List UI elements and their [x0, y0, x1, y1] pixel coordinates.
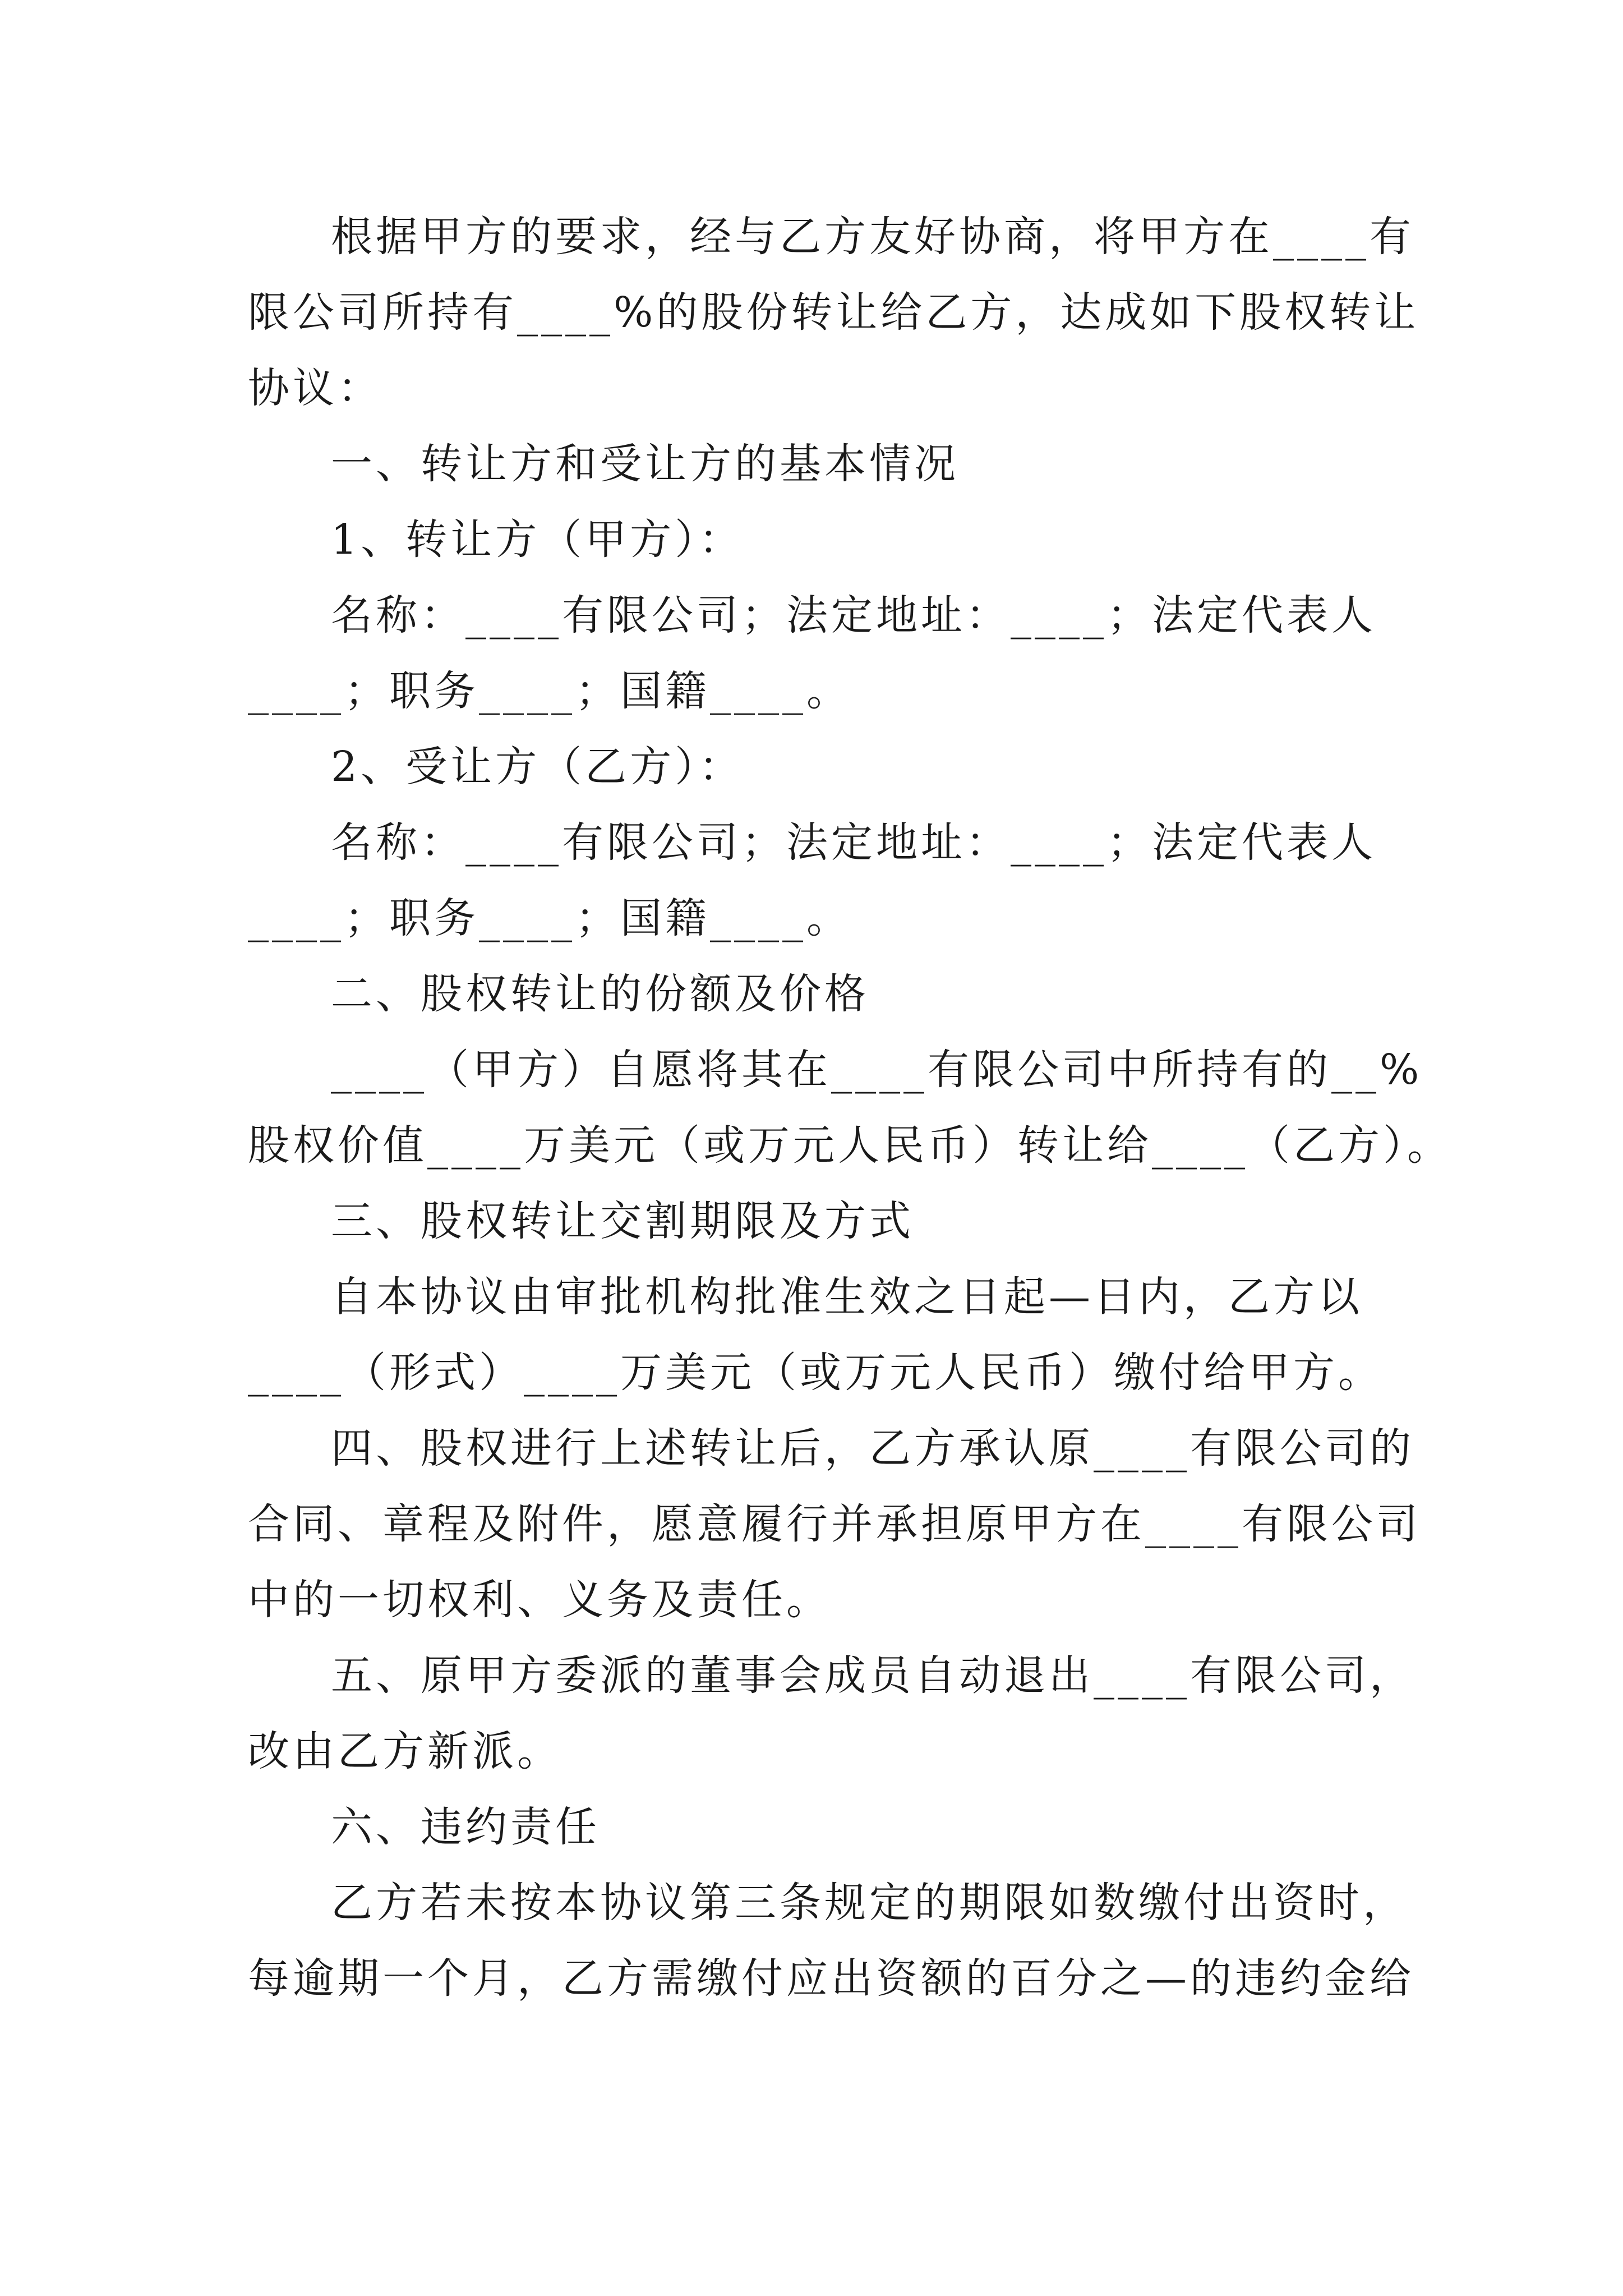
paragraph-intro-line-2: 限公司所持有____%的股份转让给乙方，达成如下股权转让: [248, 288, 1419, 337]
section-heading-2: 二、股权转让的份额及价格: [331, 970, 869, 1018]
paragraph-intro-line-1: 根据甲方的要求，经与乙方友好协商，将甲方在____有: [331, 213, 1414, 261]
section-4-line-2: 合同、章程及附件，愿意履行并承担原甲方在____有限公司: [248, 1500, 1421, 1548]
delivery-line-1: 自本协议由审批机构批准生效之日起—日内，乙方以: [331, 1273, 1363, 1321]
liability-line-1: 乙方若未按本协议第三条规定的期限如数缴付出资时，: [331, 1879, 1408, 1927]
section-heading-1: 一、转让方和受让方的基本情况: [331, 440, 959, 488]
delivery-line-2: ____（形式）____万美元（或万元人民币）缴付给甲方。: [248, 1349, 1383, 1397]
section-5-line-1: 五、原甲方委派的董事会成员自动退出____有限公司，: [331, 1651, 1414, 1700]
liability-line-2: 每逾期一个月，乙方需缴付应出资额的百分之—的违约金给: [248, 1954, 1414, 2003]
share-price-line-1: ____（甲方）自愿将其在____有限公司中所持有的__%: [331, 1046, 1423, 1094]
subheading-transferor: 1、转让方（甲方）：: [331, 516, 744, 564]
section-4-line-1: 四、股权进行上述转让后，乙方承认原____有限公司的: [331, 1424, 1414, 1473]
share-price-line-2: 股权价值____万美元（或万元人民币）转让给____（乙方）。: [248, 1121, 1452, 1170]
section-heading-6: 六、违约责任: [331, 1803, 600, 1851]
transferee-details-line-2: ____；职务____；国籍____。: [248, 894, 851, 942]
subheading-transferee: 2、受让方（乙方）：: [331, 743, 744, 791]
transferee-details-line-1: 名称：____有限公司；法定地址：____；法定代表人: [331, 818, 1376, 867]
section-heading-3: 三、股权转让交割期限及方式: [331, 1197, 914, 1245]
transferor-details-line-1: 名称：____有限公司；法定地址：____；法定代表人: [331, 591, 1376, 639]
section-4-line-3: 中的一切权利、义务及责任。: [248, 1576, 831, 1624]
transferor-details-line-2: ____；职务____；国籍____。: [248, 667, 851, 715]
section-5-line-2: 改由乙方新派。: [248, 1727, 562, 1775]
paragraph-intro-line-3: 协议：: [248, 364, 382, 412]
